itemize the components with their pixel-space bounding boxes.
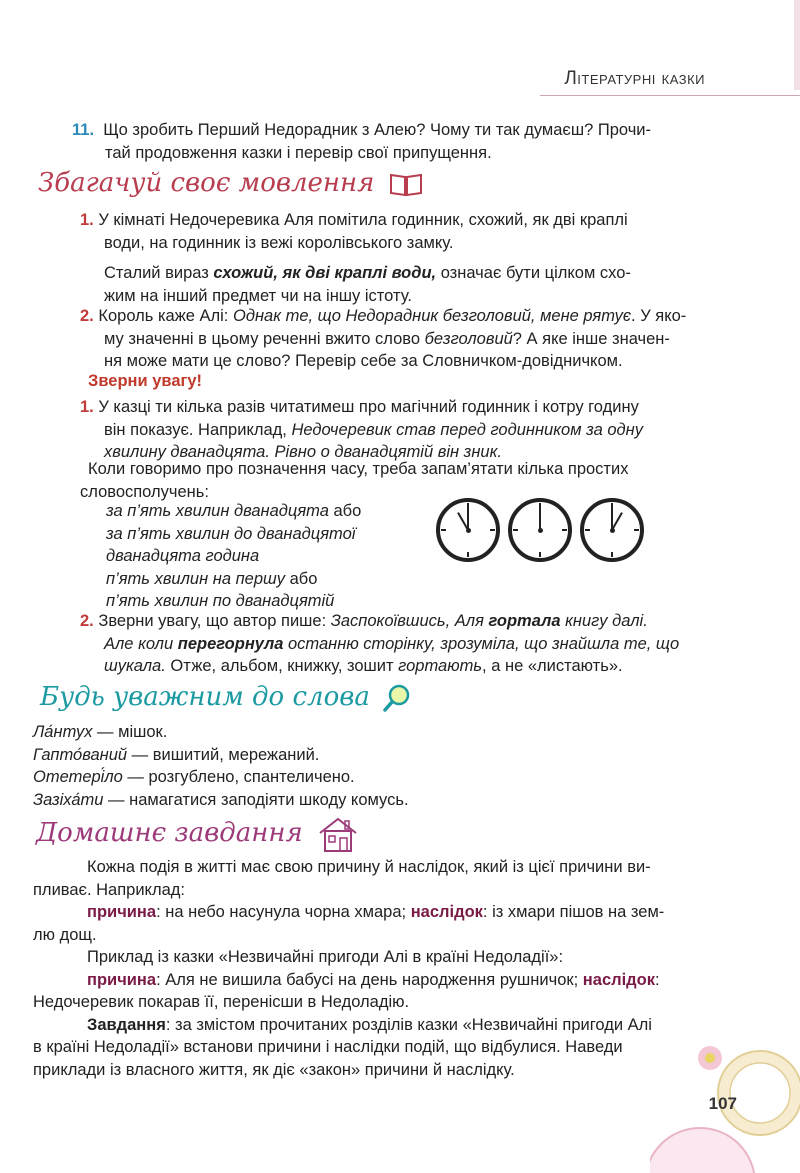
clock-icon (436, 498, 500, 562)
magnifier-icon (382, 683, 412, 713)
glossary-entry: Гапто́ваний — вишитий, мережаний. (33, 745, 320, 764)
attention-item-1: 1. У казці ти кілька разів читатимеш про магічний годинник і котру годину він показує. Наприклад, Недочеревик став перед годинником за одну хвилину дванадцята. Рівно о дванадцятій він зник. (80, 398, 643, 461)
enrich-item-2: 2. Король каже Алі: Однак те, що Недорадник безголовий, мене рятує. У яко- му значенні в цьому реченні вжито слово безголовий? А яке інше значен- ня може мати це слово? Перевір себе за Словничком-довідничком. (80, 305, 720, 373)
question-number: 11. (72, 121, 95, 139)
book-icon (389, 171, 423, 197)
task-label: Завдання (87, 1015, 166, 1034)
homework-text: Кожна подія в житті має свою причину й наслідок, який із цієї причини ви- пливає. Наприклад: причина: на небо насунула чорна хмара; наслідок: із хмари пішов на зем- лю дощ. Приклад із казки «Незвичайні пригоди Алі в країні Недоладії»: причина: Аля не вишила бабусі на день народження рушничок; наслідок: Недочеревик покарав її, перенісши в Недоладію. Завдання: за змістом прочитаних розділів казки «Незвичайні пригоди Алі в країні Недоладії» встанови причини і наслідки подій, що відбулися. Наведи приклади із власного життя, як діє «закон» причини й наслідку. (33, 858, 665, 1079)
clock-icon (580, 498, 644, 562)
item-text: ня може мати це слово? Перевір себе за Словничком-довідничком. (104, 352, 623, 370)
page-number: 107 (708, 1094, 737, 1113)
attention-title: Зверни увагу! (88, 372, 203, 390)
item-number: 2. (80, 612, 94, 630)
header-rule (540, 95, 800, 96)
glossary-entry: Зазіха́ти — намагатися заподіяти шкоду комусь. (33, 790, 409, 809)
glossary-list (33, 721, 673, 811)
header-decoration (794, 0, 800, 90)
clock-icon (508, 498, 572, 562)
item-text: У кімнаті Недочеревика Аля помітила годинник, схожий, як дві краплі (98, 211, 628, 229)
section-title-enrich-speech (38, 168, 423, 198)
question-11 (72, 119, 722, 164)
idiom-explanation: Сталий вираз схожий, як дві краплі води, означає бути цілком схо- (104, 264, 631, 282)
idiom: схожий, як дві краплі води, (213, 264, 437, 282)
time-phrases: за п’ять хвилин дванадцята або за п’ять хвилин до дванадцятої дванадцята година п’ять хвилин на першу або п’ять хвилин по дванадцятій (106, 502, 362, 610)
enrich-item-1 (80, 209, 720, 307)
time-paragraph: Коли говоримо про позначення часу, треба запам’ятати кілька простих словосполучень: (80, 460, 629, 501)
quote: Однак те, що Недорадник безголовий, мене рятує (232, 307, 632, 325)
glossary-entry: Ла́нтух — мішок. (33, 723, 168, 741)
section-title-text: Будь уважним до слова (40, 682, 370, 712)
cause-label: причина (87, 970, 157, 989)
section-title-text: Домашнє завдання (36, 818, 303, 848)
section-title-attentive-to-word (40, 682, 412, 713)
word: безголовий (424, 329, 513, 348)
cause-label: причина (87, 903, 157, 921)
item-text: води, на годинник із вежі королівського замку. (104, 233, 454, 252)
quote: хвилину дванадцята. Рівно о дванадцятій він зник. (104, 443, 502, 461)
house-icon (317, 815, 359, 853)
item-number: 1. (80, 398, 94, 416)
running-header: Літературні казки (564, 68, 705, 89)
clocks-illustration (436, 498, 656, 568)
glossary-entry: Отетері́ло — розгублено, спантеличено. (33, 768, 355, 786)
effect-label: наслідок (410, 903, 483, 921)
section-title-homework (36, 815, 359, 853)
item-number: 1. (80, 211, 94, 229)
question-text-1: Що зробить Перший Недорадник з Алею? Чому ти так думаєш? Прочи- (103, 121, 651, 139)
question-text-2: тай продовження казки і перевір свої припущення. (105, 143, 492, 162)
section-title-text: Збагачуй своє мовлення (38, 168, 375, 198)
quote: Недочеревик став перед годинником за одну (291, 420, 643, 439)
item-text: жим на інший предмет чи на іншу істоту. (104, 286, 412, 305)
attention-item-2: 2. Зверни увагу, що автор пише: Заспокоївшись, Аля гортала книгу далі. Але коли перегорнула останню сторінку, зрозуміла, що знайшла те, що шукала. Отже, альбом, книжку, зошит гортають, а не «листають». (80, 612, 680, 675)
effect-label: наслідок (582, 970, 655, 989)
item-number: 2. (80, 307, 94, 325)
